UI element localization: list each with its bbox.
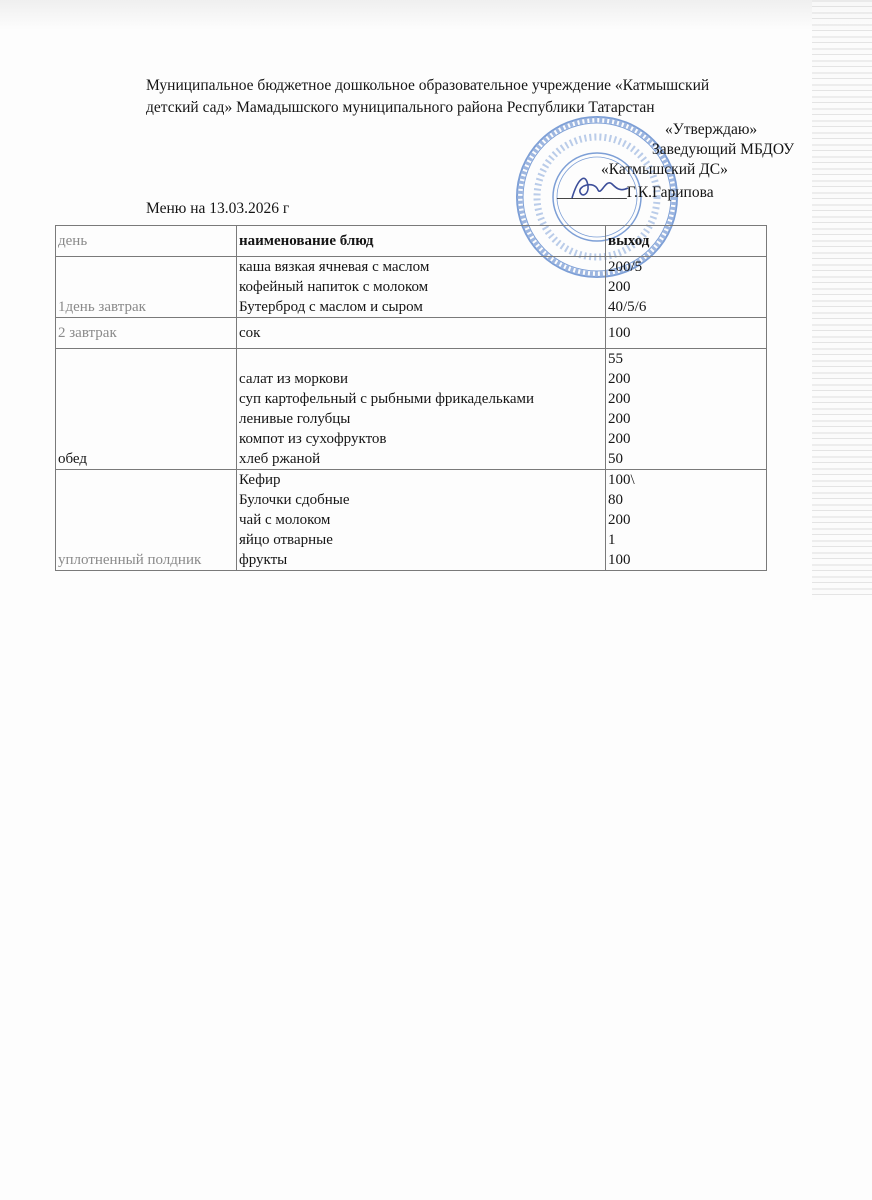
output-item: 200 xyxy=(608,371,631,387)
dish-list xyxy=(237,349,606,470)
meal-name: обед xyxy=(56,349,237,470)
output-list xyxy=(606,349,767,470)
header-dish: наименование блюд xyxy=(237,226,606,257)
output-list xyxy=(606,470,767,571)
output-item: 200 xyxy=(608,391,631,407)
dish-item: Бутерброд с маслом и сыром xyxy=(239,299,423,315)
approver-position: Заведующий МБДОУ xyxy=(652,141,795,158)
dish-item: каша вязкая ячневая с маслом xyxy=(239,259,430,275)
dish-item: фрукты xyxy=(239,552,288,568)
output-item: 50 xyxy=(608,451,623,467)
scan-artifact-right xyxy=(812,0,872,600)
dish-list xyxy=(237,257,606,318)
dish-item: Булочки сдобные xyxy=(239,492,350,508)
dish-item: сок xyxy=(237,318,606,349)
table-row xyxy=(56,257,767,318)
dish-item xyxy=(239,349,603,369)
output-item: 100 xyxy=(608,552,631,568)
output-item: 200 xyxy=(608,279,631,295)
approver-institution: «Катмышский ДС» xyxy=(601,161,728,178)
output-item: 100\ xyxy=(608,472,635,488)
output-item: 100 xyxy=(606,318,767,349)
dish-item: яйцо отварные xyxy=(239,532,333,548)
menu-date: Меню на 13.03.2026 г xyxy=(146,200,290,217)
header-output: выход xyxy=(606,226,767,257)
org-line-2: детский сад» Мамадышского муниципального района Республики Татарстан xyxy=(146,99,655,116)
output-item: 80 xyxy=(608,492,623,508)
dish-item: хлеб ржаной xyxy=(239,451,321,467)
org-line-1: Муниципальное бюджетное дошкольное образовательное учреждение «Катмышский xyxy=(146,77,710,94)
menu-table xyxy=(55,225,767,571)
table-row xyxy=(56,470,767,571)
meal-name: 1день завтрак xyxy=(56,257,237,318)
scan-artifact-top xyxy=(0,0,872,30)
meal-name: 2 завтрак xyxy=(56,318,237,349)
organization-header xyxy=(146,75,786,119)
approve-label: «Утверждаю» xyxy=(665,121,758,138)
output-item: 200/5 xyxy=(608,259,643,275)
dish-item: суп картофельный с рыбными фрикадельками xyxy=(239,391,535,407)
output-item: 55 xyxy=(608,351,623,367)
table-row xyxy=(56,318,767,349)
handwritten-signature xyxy=(568,168,632,204)
output-item: 200 xyxy=(608,512,631,528)
dish-list xyxy=(237,470,606,571)
dish-item: чай с молоком xyxy=(239,512,331,528)
dish-item: салат из моркови xyxy=(239,371,349,387)
output-item: 1 xyxy=(608,532,616,548)
dish-item: кофейный напиток с молоком xyxy=(239,279,429,295)
output-item: 40/5/6 xyxy=(608,299,647,315)
dish-item: Кефир xyxy=(239,472,281,488)
dish-item: ленивые голубцы xyxy=(239,411,351,427)
meal-name: уплотненный полдник xyxy=(56,470,237,571)
header-day: день xyxy=(56,226,237,257)
table-row xyxy=(56,349,767,470)
approver-signature-line: _________Г.К.Гарипова xyxy=(557,184,714,201)
output-item: 200 xyxy=(608,431,631,447)
output-item: 200 xyxy=(608,411,631,427)
table-header-row xyxy=(56,226,767,257)
dish-item: компот из сухофруктов xyxy=(239,431,387,447)
output-list xyxy=(606,257,767,318)
